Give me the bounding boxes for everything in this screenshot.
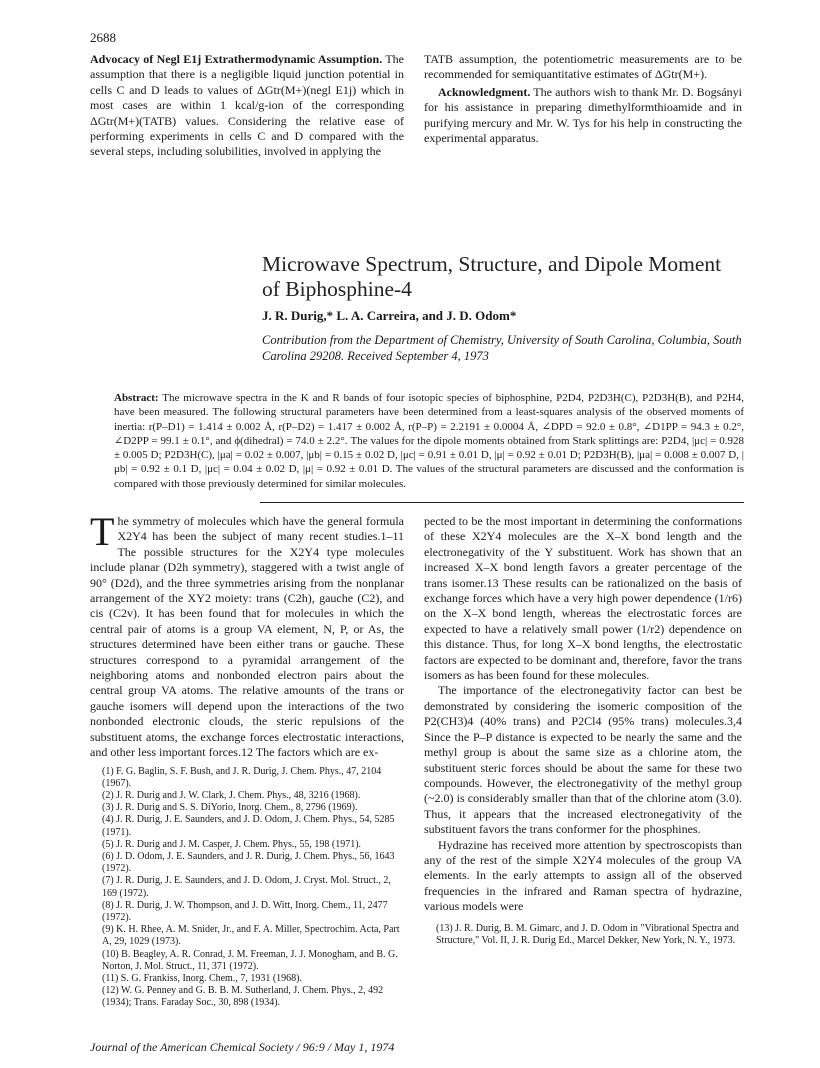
footnote: (4) J. R. Durig, J. E. Saunders, and J. D. Odom, J. Chem. Phys., 54, 5285 (1971). (102, 814, 395, 838)
section-divider (260, 502, 744, 503)
footnote: (7) J. R. Durig, J. E. Saunders, and J. D. Odom, J. Cryst. Mol. Struct., 2, 169 (1972). (102, 875, 391, 899)
footnote: (13) J. R. Durig, B. M. Gimarc, and J. D. Odom in "Vibrational Spectra and Structure," Vol. II, J. R. Durig Ed., Marcel Dekker, New York, N. Y., 1973. (436, 922, 739, 946)
article-title: Microwave Spectrum, Structure, and Dipole Moment of Biphosphine-4 (262, 252, 722, 301)
paragraph: The importance of the electronegativity factor can best be demonstrated by considering the isomeric composition of the P2(CH3)4 (40% trans) and P2Cl4 (95% trans) molecules.3,4 Since the P–P distance is expected to be nearly the same and the methyl group is about the same size as a chlorine atom, the substituent steric forces should be about the same for these two compounds. However, the electronegativity of the methyl group (~2.0) is considerably smaller than that of the chlorine atom (3.0). Thus, it appears that the increased electronegativity of the substituent favors the trans conformer for the phosphines. (424, 683, 742, 837)
contribution-note: Contribution from the Department of Chemistry, University of South Carolina, Columbia, South Carolina 29208. Received September 4, 1973 (262, 333, 742, 363)
paragraph-lead: Acknowledgment. (438, 84, 531, 99)
page-number: 2688 (90, 30, 116, 45)
footnote: (10) B. Beagley, A. R. Conrad, J. M. Freeman, J. J. Monogham, and B. G. Norton, J. Mol. Struct., 11, 371 (1972). (102, 948, 398, 972)
body-left-column (90, 509, 404, 1010)
prev-paragraph (424, 52, 742, 83)
body-text (424, 514, 742, 915)
footnote: (12) W. G. Penney and G. B. B. M. Sutherland, J. Chem. Phys., 2, 492 (1934); Trans. Faraday Soc., 30, 898 (1934). (102, 985, 384, 1009)
paragraph-text: The assumption that there is a negligible liquid junction potential in cells C and D leads to values of ΔGtr(M+)(negl E1j) which in most cases are within 1 kcal/g-ion of the corresponding ΔGtr(M+)(TATB) values. Considering the relative ease of performing experiments in cells C and D compared with the several steps, including solubilities, involved in applying the (90, 52, 404, 159)
prev-paragraph (90, 52, 404, 160)
footnotes-right (424, 923, 742, 947)
paragraph: Hydrazine has received more attention by spectroscopists than any of the rest of the simple X2Y4 molecules of the group VA elements. In the early attempts to assign all of the observed frequencies in the infrared and Raman spectra of hydrazine, various models were (424, 837, 742, 914)
article-authors: J. R. Durig,* L. A. Carreira, and J. D. Odom* (262, 308, 517, 323)
paragraph-text: TATB assumption, the potentiometric measurements are to be recommended for semiquantitative estimates of ΔGtr(M+). (424, 52, 742, 82)
drop-cap: T (90, 509, 115, 554)
footnote: (2) J. R. Durig and J. W. Clark, J. Chem. Phys., 48, 3216 (1968). (102, 789, 361, 801)
abstract (114, 391, 744, 491)
footnote: (5) J. R. Durig and J. M. Casper, J. Chem. Phys., 55, 198 (1971). (102, 838, 362, 850)
body-right-column (424, 514, 742, 947)
abstract-text: The microwave spectra in the K and R bands of four isotopic species of biphosphine, P2D4, P2D3H(C), P2D3H(B), and P2H4, have been measured. The following structural parameters have been determined from a least-squares analysis of the observed moments of inertia: r(P–D1) = 1.414 ± 0.002 Å, r(P–D2) = 1.417 ± 0.002 Å, r(P–P) = 2.2191 ± 0.0004 Å, ∠DPD = 92.0 ± 0.8°, ∠D1PP = 94.3 ± 0.2°, ∠D2PP = 99.1 ± 0.1°, and ϕ(dihedral) = 74.0 ± 2.2°. The values for the dipole moments obtained from Stark splittings are: P2D4, |μc| = 0.928 ± 0.005 D; P2D3H(C), |μa| = 0.02 ± 0.007, |μb| = 0.15 ± 0.02 D, |μc| = 0.91 ± 0.01 D, |μ| = 0.92 ± 0.01 D; P2D3H(B), |μa| = 0.008 ± 0.007 D, |μb| = 0.92 ± 0.1 D, |μc| = 0.04 ± 0.02 D, |μ| = 0.92 ± 0.01 D. The values of the structural parameters are discussed and the conformation is compared with those previously determined for similar molecules. (114, 392, 744, 490)
footnote: (6) J. D. Odom, J. E. Saunders, and J. R. Durig, J. Chem. Phys., 56, 1643 (1972). (102, 850, 395, 875)
journal-footer: Journal of the American Chemical Society / 96:9 / May 1, 1974 (90, 1040, 395, 1054)
acknowledgment (424, 85, 742, 147)
abstract-label: Abstract: (114, 392, 159, 404)
prev-article-left-column (90, 52, 404, 160)
footnote: (9) K. H. Rhee, A. M. Snider, Jr., and F. A. Miller, Spectrochim. Acta, Part A, 29, 1029 (1973). (102, 924, 400, 948)
footnotes-left (90, 766, 404, 1010)
paragraph: pected to be the most important in determining the conformations of these X2Y4 molecules are the X–X bond length and the electronegativity of the Y substituent. Work has shown that an increased X–X bond length favors a greater percentage of the trans isomer.13 These results can be rationalized on the basis of exchange forces which have a very high power dependence (1/r6) on the X–X bond length, whereas the electrostatic forces are expected to have a relatively small power (1/r2) dependence on this distance. Thus, for long X–X bond lengths, the electrostatic factors are expected to be dominant and, therefore, favor the trans isomers as has been found for these molecules. (424, 514, 742, 683)
footnote: (1) F. G. Baglin, S. F. Bush, and J. R. Durig, J. Chem. Phys., 47, 2104 (1967). (102, 765, 382, 789)
footnote: (8) J. R. Durig, J. W. Thompson, and J. D. Witt, Inorg. Chem., 11, 2477 (1972). (102, 899, 388, 923)
footnote: (11) S. G. Frankiss, Inorg. Chem., 7, 1931 (1968). (102, 972, 302, 984)
intro-paragraph (90, 509, 404, 761)
prev-article-right-column (424, 52, 742, 146)
paragraph-lead: Advocacy of Negl E1j Extrathermodynamic Assumption. (90, 52, 383, 66)
footnote: (3) J. R. Durig and S. S. DiYorio, Inorg. Chem., 8, 2796 (1969). (102, 802, 358, 814)
paragraph-text: The authors wish to thank Mr. D. Bogsányi for his assistance in preparing dimethylformthioamide and in purifying mercury and Mr. W. Tys for his help in constructing the experimental apparatus. (424, 84, 742, 146)
paragraph-text: he symmetry of molecules which have the general formula X2Y4 has been the subject of many recent studies.1–11 The possible structures for the X2Y4 type molecules include planar (D2h symmetry), staggered with a twist angle of 90° (D2d), and the three symmetries arising from the nonplanar arrangement of the XY2 moiety: trans (C2h), gauche (C2), and cis (C2v). It has been found that for molecules in which the central pair of atoms is a group VA element, N, P, or As, the structures determined have been either trans or gauche. These structures correspond to a pyramidal arrangement of the neighboring atoms and nonbonded electron pairs about the central group VA atoms. The relative amounts of the trans or gauche isomers will depend upon the interactions of the two nonbonded electronic clouds, the steric repulsions of the substituent atoms, the exchange forces electrostatic interactions, and other less important forces.12 The factors which are ex- (90, 514, 404, 760)
